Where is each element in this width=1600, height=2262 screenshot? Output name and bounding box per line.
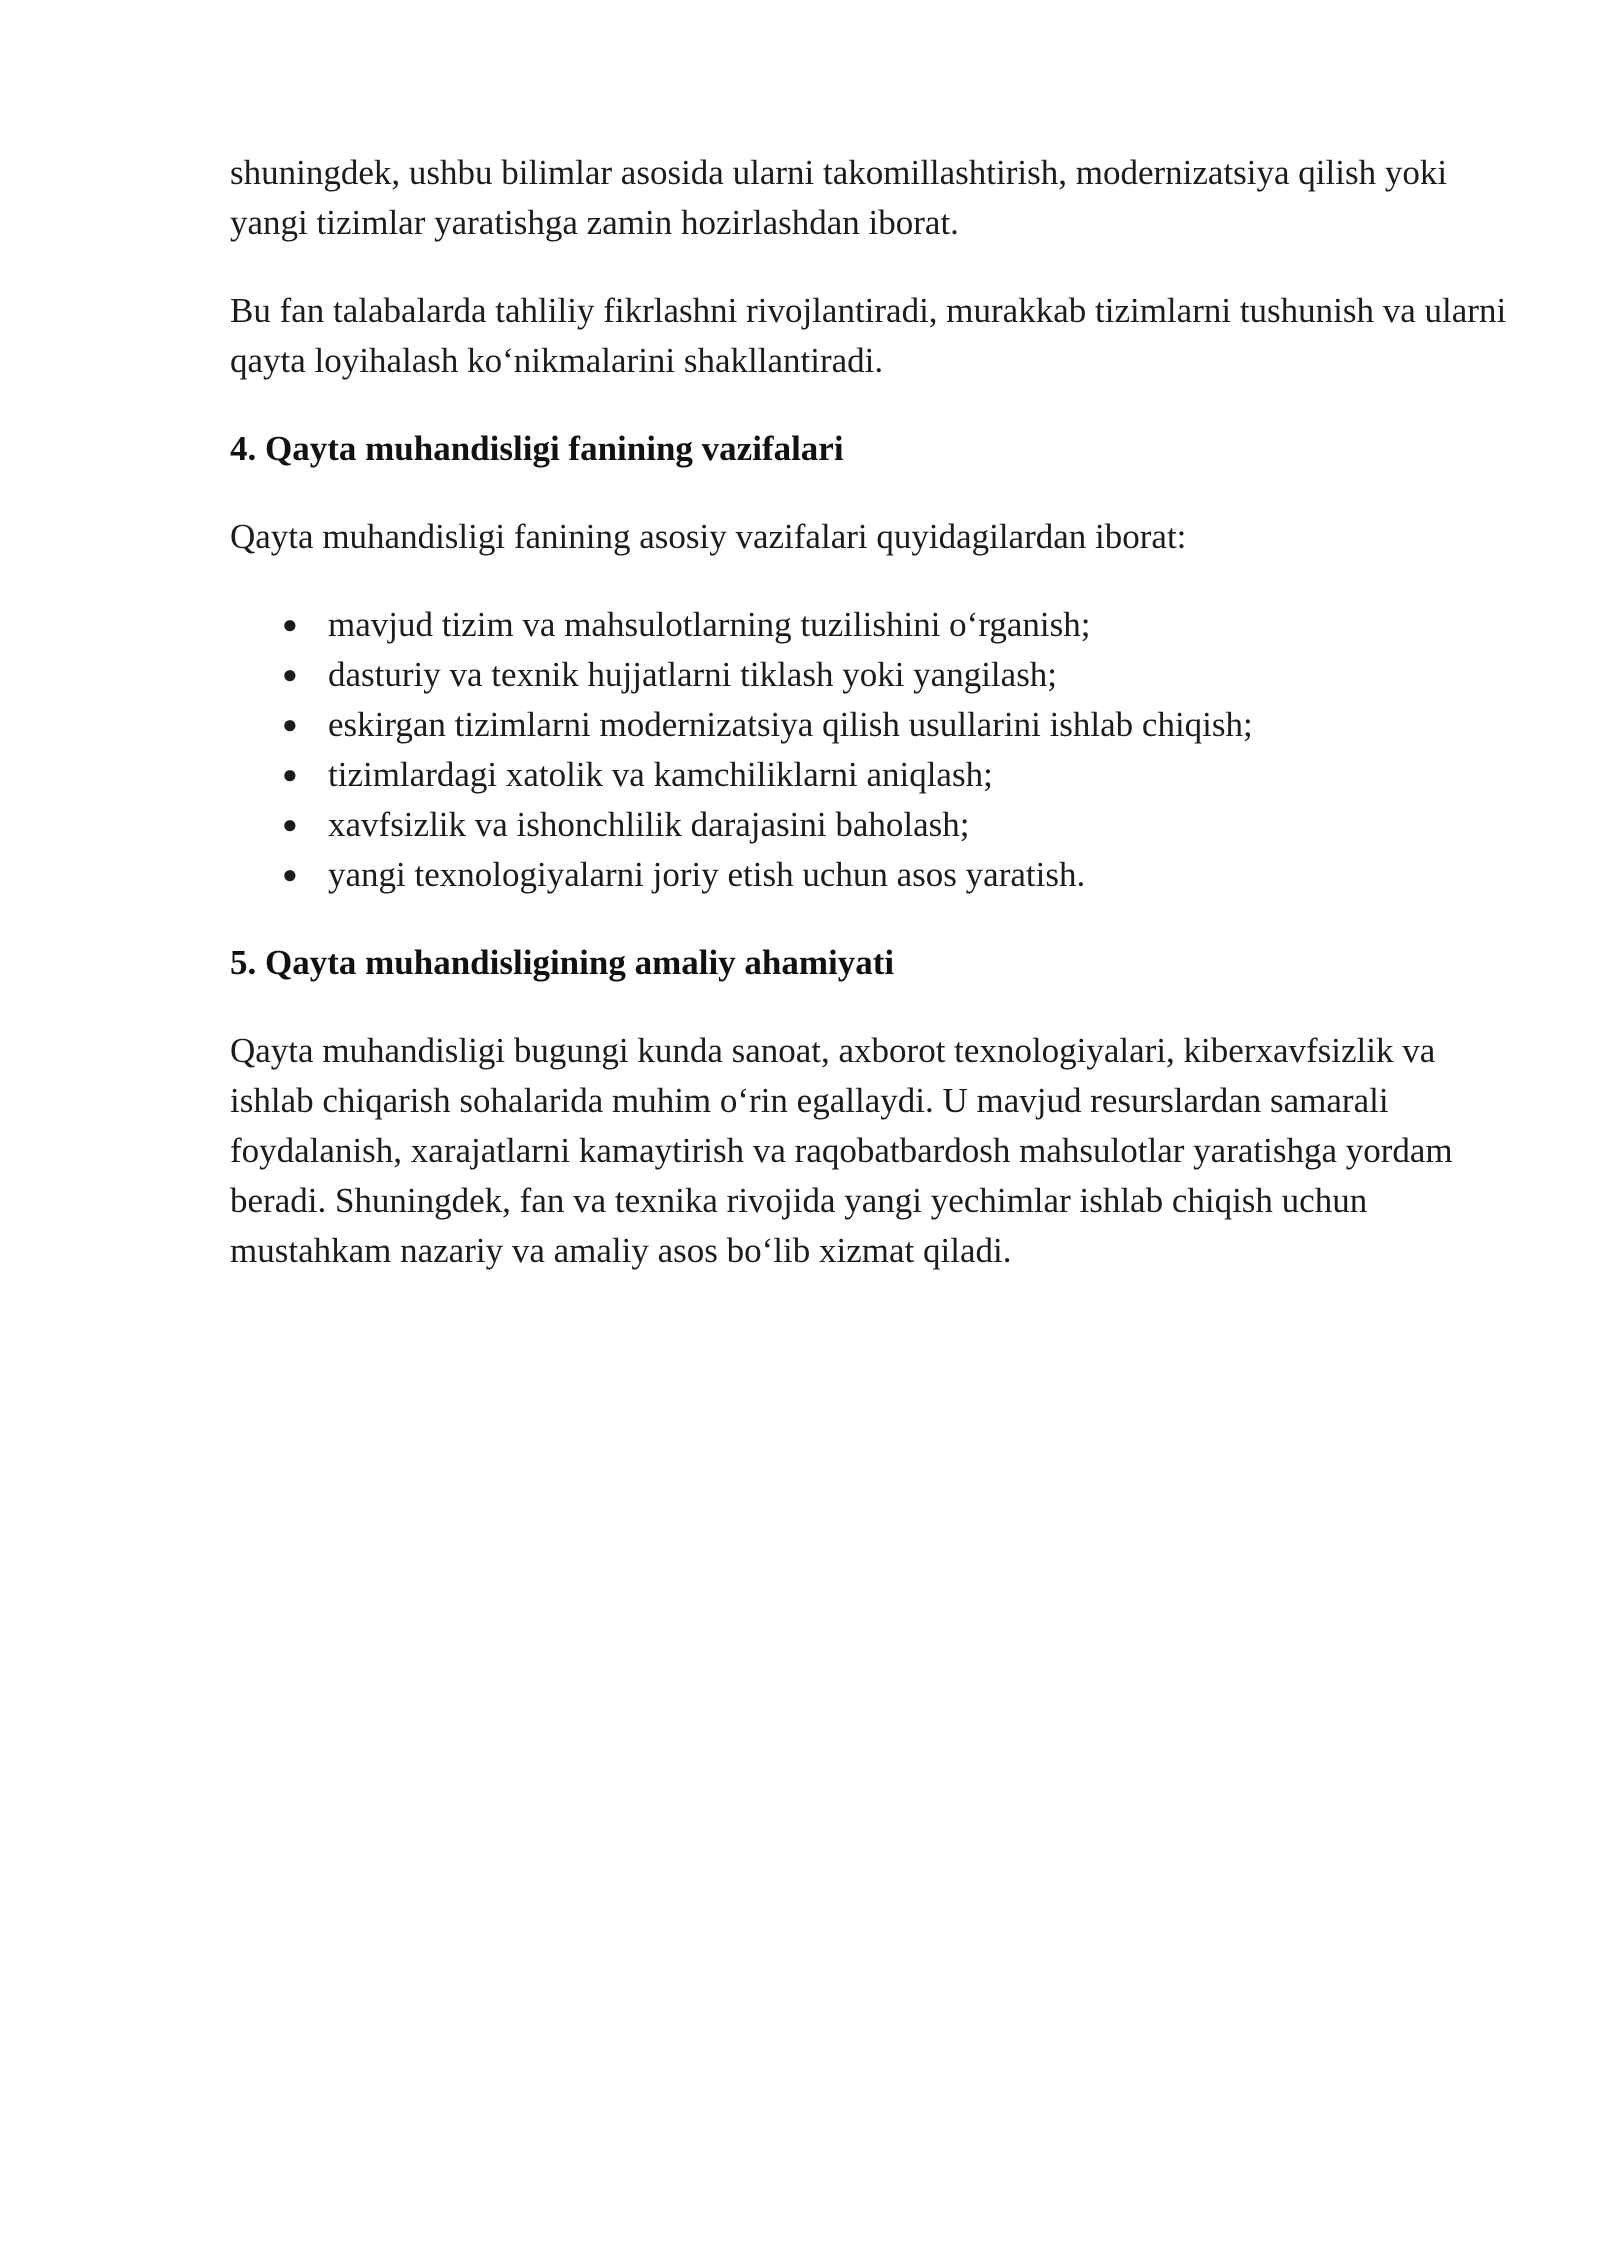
bullet-icon: ● [282, 760, 298, 789]
tasks-list [230, 600, 1510, 900]
bullet-icon: ● [282, 710, 298, 739]
section-4-heading: 4. Qayta muhandisligi fanining vazifalari [230, 429, 844, 468]
section-4-intro: Qayta muhandisligi fanining asosiy vazifalari quyidagilardan iborat: [230, 517, 1187, 556]
section-5-heading: 5. Qayta muhandisligining amaliy ahamiyati [230, 943, 895, 982]
list-item-text: tizimlardagi xatolik va kamchiliklarni aniqlash; [328, 755, 993, 794]
list-item [230, 850, 1510, 900]
section-5-body: Qayta muhandisligi bugungi kunda sanoat, axborot texnologiyalari, kiberxavfsizlik va ishlab chiqarish sohalarida muhim o‘rin egallaydi. U mavjud resurslardan samarali foydalanish, xarajatlarni kamaytirish va raqobatbardosh mahsulotlar yaratishga yordam beradi. Shuningdek, fan va texnika rivojida yangi yechimlar ishlab chiqish uchun mustahkam nazariy va amaliy asos bo‘lib xizmat qiladi. [230, 1031, 1453, 1270]
list-item [230, 800, 1510, 850]
paragraph-continuation: shuningdek, ushbu bilimlar asosida ularni takomillashtirish, modernizatsiya qilish yoki yangi tizimlar yaratishga zamin hozirlashdan iborat. [230, 153, 1448, 242]
list-item-text: yangi texnologiyalarni joriy etish uchun asos yaratish. [328, 855, 1086, 894]
bullet-icon: ● [282, 610, 298, 639]
list-item-text: eskirgan tizimlarni modernizatsiya qilish usullarini ishlab chiqish; [328, 705, 1253, 744]
list-item-text: mavjud tizim va mahsulotlarning tuzilishini o‘rganish; [328, 605, 1091, 644]
list-item-text: xavfsizlik va ishonchlilik darajasini baholash; [328, 805, 970, 844]
bullet-icon: ● [282, 810, 298, 839]
list-item [230, 600, 1510, 650]
bullet-icon: ● [282, 660, 298, 689]
list-item-text: dasturiy va texnik hujjatlarni tiklash yoki yangilash; [328, 655, 1058, 694]
list-item [230, 750, 1510, 800]
list-item [230, 650, 1510, 700]
document-page [230, 148, 1510, 1314]
paragraph-skills: Bu fan talabalarda tahliliy fikrlashni rivojlantiradi, murakkab tizimlarni tushunish va ularni qayta loyihalash ko‘nikmalarini shakllantiradi. [230, 291, 1507, 380]
list-item [230, 700, 1510, 750]
bullet-icon: ● [282, 860, 298, 889]
